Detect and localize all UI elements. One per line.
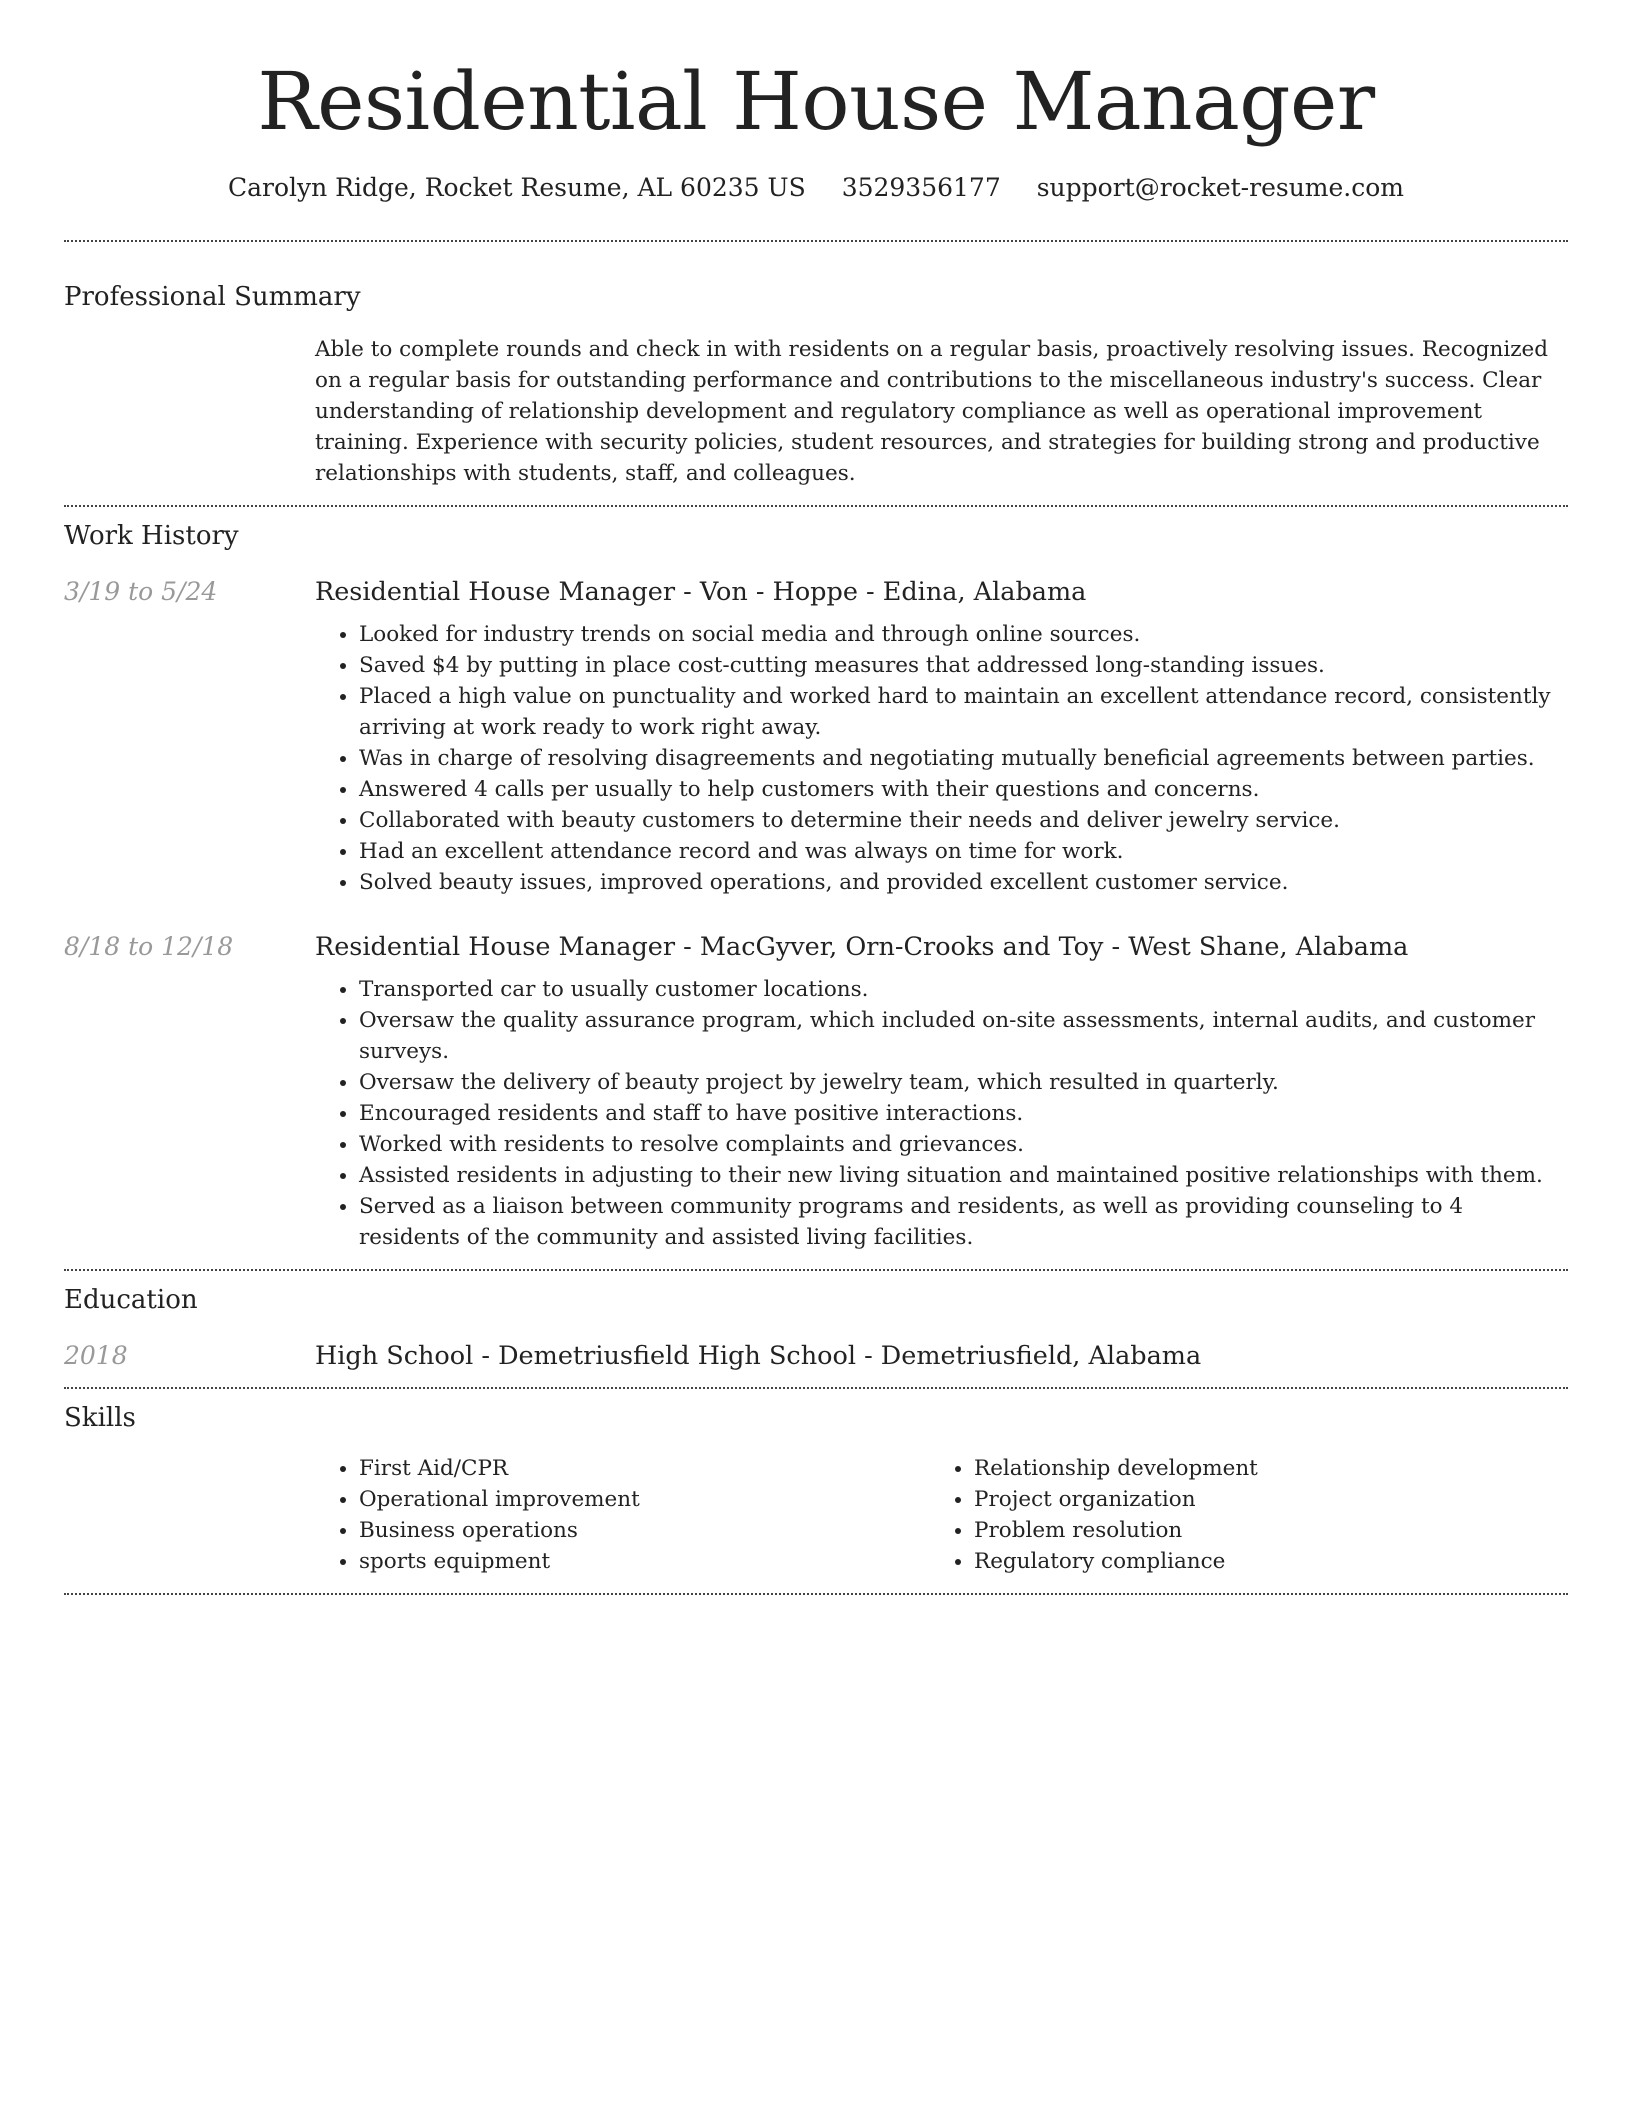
job-entry [64, 575, 1568, 898]
job-bullet: • Transported car to usually customer locations. [359, 974, 1568, 1005]
contact-phone: 3529356177 [841, 173, 1001, 202]
skill-item: • Relationship development [974, 1453, 1545, 1484]
skill-item: • Business operations [359, 1515, 930, 1546]
education-year: 2018 [64, 1341, 128, 1370]
job-title: Residential House Manager - MacGyver, Orn-Crooks and Toy - West Shane, Alabama [315, 932, 1409, 962]
job-bullet: • Collaborated with beauty customers to determine their needs and deliver jewelry service. [359, 805, 1568, 836]
job-bullet: • Placed a high value on punctuality and worked hard to maintain an excellent attendance record, consistently arriving at work ready to work right away. [359, 681, 1568, 743]
job-title: Residential House Manager - Von - Hoppe - Edina, Alabama [315, 577, 1087, 607]
skill-item: • First Aid/CPR [359, 1453, 930, 1484]
education-entry [64, 1339, 1568, 1387]
job-bullet: • Saved $4 by putting in place cost-cutting measures that addressed long-standing issues. [359, 650, 1568, 681]
job-bullets [315, 974, 1568, 1253]
job-dates: 3/19 to 5/24 [64, 577, 218, 606]
resume-title: Residential House Manager [257, 55, 1375, 148]
work-history-heading: Work History [64, 521, 239, 551]
contact-email: support@rocket-resume.com [1036, 173, 1405, 202]
skill-item: • Project organization [974, 1484, 1545, 1515]
summary-section [64, 242, 1568, 489]
skill-item: • Operational improvement [359, 1484, 930, 1515]
skill-item: • sports equipment [359, 1546, 930, 1577]
job-dates: 8/18 to 12/18 [64, 932, 234, 961]
contact-address: Carolyn Ridge, Rocket Resume, AL 60235 US [227, 173, 806, 202]
job-bullet: • Served as a liaison between community programs and residents, as well as providing counseling to 4 residents of the community and assisted living facilities. [359, 1191, 1568, 1253]
skills-list-right [930, 1453, 1545, 1577]
summary-text: Able to complete rounds and check in with residents on a regular basis, proactively resolving issues. Recognized on a regular basis for outstanding performance and contributions to the miscellaneous industry's success. Clear understanding of relationship development and regulatory compliance as well as operational improvement training. Experience with security policies, student resources, and strategies for building strong and productive relationships with students, staff, and colleagues. [315, 337, 1549, 486]
job-bullet: • Oversaw the quality assurance program, which included on-site assessments, internal audits, and customer surveys. [359, 1005, 1568, 1067]
skills-list-left [315, 1453, 930, 1577]
job-bullet: • Looked for industry trends on social media and through online sources. [359, 619, 1568, 650]
skill-item: • Regulatory compliance [974, 1546, 1545, 1577]
summary-heading: Professional Summary [64, 282, 361, 312]
job-bullet: • Worked with residents to resolve complaints and grievances. [359, 1129, 1568, 1160]
job-bullets [315, 619, 1568, 898]
education-section [64, 1271, 1568, 1387]
job-bullet: • Oversaw the delivery of beauty project by jewelry team, which resulted in quarterly. [359, 1067, 1568, 1098]
education-text: High School - Demetriusfield High School - Demetriusfield, Alabama [315, 1341, 1202, 1371]
contact-line [64, 170, 1568, 206]
job-bullet: • Solved beauty issues, improved operations, and provided excellent customer service. [359, 867, 1568, 898]
job-bullet: • Encouraged residents and staff to have positive interactions. [359, 1098, 1568, 1129]
skills-heading: Skills [64, 1403, 136, 1433]
skill-item: • Problem resolution [974, 1515, 1545, 1546]
work-history-section [64, 507, 1568, 1253]
skills-section [64, 1389, 1568, 1593]
job-bullet: • Answered 4 calls per usually to help customers with their questions and concerns. [359, 774, 1568, 805]
job-bullet: • Was in charge of resolving disagreements and negotiating mutually beneficial agreements between parties. [359, 743, 1568, 774]
education-heading: Education [64, 1285, 198, 1315]
section-divider [64, 1593, 1568, 1595]
job-bullet: • Had an excellent attendance record and was always on time for work. [359, 836, 1568, 867]
job-entry [64, 930, 1568, 1253]
job-bullet: • Assisted residents in adjusting to their new living situation and maintained positive relationships with them. [359, 1160, 1568, 1191]
